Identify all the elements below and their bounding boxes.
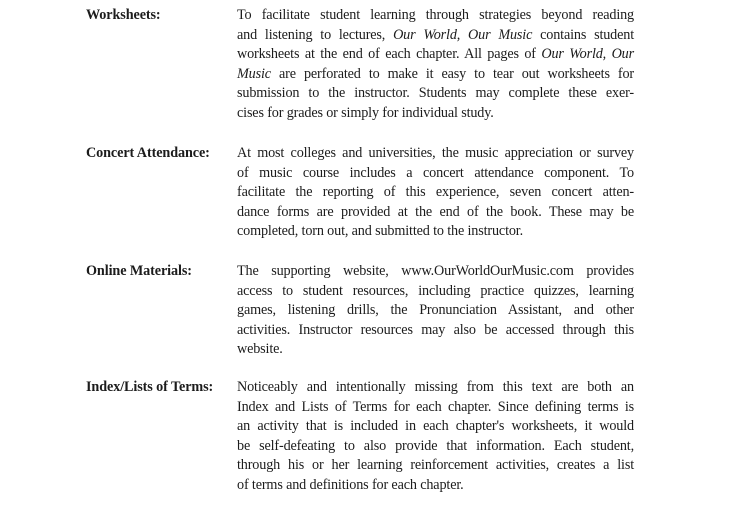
description-line: and listening to lectures, Our World, Our Music contains student xyxy=(237,26,635,43)
description-line: dance forms are provided at the end of the book. These may be xyxy=(237,203,634,220)
description-line: worksheets at the end of each chapter. All pages of Our World, Our xyxy=(237,46,634,63)
description-line: of music course includes a concert attendance component. To xyxy=(237,164,634,181)
description-line: of terms and definitions for each chapter. xyxy=(237,476,464,493)
description-line: be self-defeating to also provide that information. Each student, xyxy=(237,437,634,454)
term-label: Index/Lists of Terms: xyxy=(86,379,214,395)
term-label: Online Materials: xyxy=(86,263,192,279)
description-line: The supporting website, www.OurWorldOurMusic.com provides xyxy=(237,263,634,279)
description-line: an activity that is included in each chapter's worksheets, it would xyxy=(237,418,634,435)
term-description xyxy=(237,262,634,360)
description-line: At most colleges and universities, the music appreciation or survey xyxy=(237,145,634,161)
term-description xyxy=(237,6,634,124)
description-line: facilitate the reporting of this experience, seven concert atten- xyxy=(237,184,634,201)
description-line: Noticeably and intentionally missing from this text are both an xyxy=(237,379,634,395)
description-line: cises for grades or simply for individual study. xyxy=(237,104,494,121)
description-line: completed, torn out, and submitted to the instructor. xyxy=(237,223,523,240)
term-label: Concert Attendance: xyxy=(86,145,210,161)
description-line: Music are perforated to make it easy to tear out worksheets for xyxy=(237,65,634,82)
description-line: website. xyxy=(237,341,283,358)
description-line: access to student resources, including practice quizzes, learning xyxy=(237,282,634,299)
description-line: Index and Lists of Terms for each chapter. Since defining terms is xyxy=(237,398,634,415)
term-description xyxy=(237,378,634,496)
term-description xyxy=(237,144,634,242)
description-line: activities. Instructor resources may also be accessed through this xyxy=(237,321,634,338)
description-line: submission to the instructor. Students may complete these exer- xyxy=(237,85,634,102)
term-label: Worksheets: xyxy=(86,7,161,23)
description-line: To facilitate student learning through strategies beyond reading xyxy=(237,7,634,23)
description-line: games, listening drills, the Pronunciation Assistant, and other xyxy=(237,302,634,319)
description-line: through his or her learning reinforcement activities, creates a list xyxy=(237,457,634,474)
